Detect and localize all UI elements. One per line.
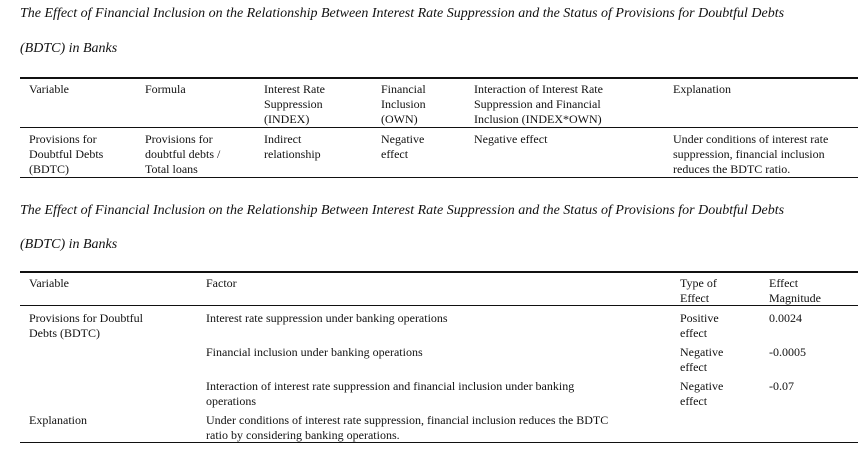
table2-row2-factor-line: Financial inclusion under banking operations bbox=[206, 345, 423, 359]
table1-top-rule bbox=[20, 77, 858, 79]
table1-cell-variable-line: (BDTC) bbox=[29, 162, 69, 176]
table2-row1-magnitude bbox=[769, 311, 802, 326]
table1-header-explanation-line: Explanation bbox=[673, 82, 731, 96]
table1-header-index-line: (INDEX) bbox=[264, 112, 310, 126]
table1-cell-variable-line: Doubtful Debts bbox=[29, 147, 104, 161]
table1-cell-variable-line: Provisions for bbox=[29, 132, 97, 146]
table1-cell-explanation-line: suppression, financial inclusion bbox=[673, 147, 825, 161]
table2-explanation-label bbox=[29, 413, 87, 428]
table2-row3-factor bbox=[206, 379, 574, 409]
table1-cell-interaction-line: Negative effect bbox=[474, 132, 548, 146]
table1-cell-index bbox=[264, 132, 321, 162]
table1-cell-variable bbox=[29, 132, 103, 177]
table2-header-rule bbox=[20, 305, 858, 306]
table1-header-index-line: Suppression bbox=[264, 97, 323, 111]
table1-cell-formula-line: Total loans bbox=[145, 162, 198, 176]
table2-explanation-text bbox=[206, 413, 608, 443]
table1-cell-own-line: Negative bbox=[381, 132, 425, 146]
table2-cell-variable-line: Provisions for Doubtful bbox=[29, 311, 143, 325]
table1-header-explanation bbox=[673, 82, 731, 97]
table2-header-type-line: Effect bbox=[680, 291, 710, 305]
table2-row2-type bbox=[680, 345, 723, 375]
table1-cell-index-line: Indirect bbox=[264, 132, 302, 146]
table2-header-type-line: Type of bbox=[680, 276, 717, 290]
table1-header-interaction bbox=[474, 82, 603, 127]
table2-row2-type-line: Negative bbox=[680, 345, 724, 359]
table1-header-interaction-line: Interaction of Interest Rate bbox=[474, 82, 603, 96]
table2-row2-factor bbox=[206, 345, 423, 360]
table1-cell-formula-line: Provisions for bbox=[145, 132, 213, 146]
table1-caption-line1: The Effect of Financial Inclusion on the Relationship Between Interest Rate Suppression and the Status of Provisions for Doubtful Debts bbox=[20, 6, 785, 21]
table1-header-own bbox=[381, 82, 426, 127]
table1-cell-explanation-line: Under conditions of interest rate bbox=[673, 132, 829, 146]
table2-top-rule bbox=[20, 271, 858, 273]
table1-cell-index-line: relationship bbox=[264, 147, 321, 161]
table2-row3-type bbox=[680, 379, 723, 409]
table2-header-variable-line: Variable bbox=[29, 276, 69, 290]
table2-row3-magnitude bbox=[769, 379, 794, 394]
table2-row3-factor-line: Interaction of interest rate suppression and financial inclusion under banking bbox=[206, 379, 575, 393]
table2-cell-variable-line: Debts (BDTC) bbox=[29, 326, 100, 340]
table1-cell-formula-line: doubtful debts / bbox=[145, 147, 221, 161]
table2-explanation-text-line: Under conditions of interest rate suppression, financial inclusion reduces the BDTC bbox=[206, 413, 609, 427]
table1-cell-explanation bbox=[673, 132, 828, 177]
table1-header-index bbox=[264, 82, 325, 127]
table1-header-rule bbox=[20, 127, 858, 128]
table2-row2-magnitude-line: -0.0005 bbox=[769, 345, 806, 359]
table1-header-variable bbox=[29, 82, 69, 97]
table2-cell-variable bbox=[29, 311, 143, 341]
table1-cell-formula bbox=[145, 132, 220, 177]
table2-header-factor-line: Factor bbox=[206, 276, 237, 290]
table1-header-index-line: Interest Rate bbox=[264, 82, 325, 96]
table2-caption-line2: (BDTC) in Banks bbox=[20, 237, 118, 252]
table1-bottom-rule bbox=[20, 177, 858, 178]
table1-header-interaction-line: Inclusion (INDEX*OWN) bbox=[474, 112, 602, 126]
table2-header-magnitude-line: Effect bbox=[769, 276, 799, 290]
table2-row1-factor bbox=[206, 311, 448, 326]
table2-header-type bbox=[680, 276, 717, 306]
table1-cell-own-line: effect bbox=[381, 147, 409, 161]
table1-caption-line2: (BDTC) in Banks bbox=[20, 41, 118, 56]
table2-row1-type bbox=[680, 311, 719, 341]
table2-explanation-text-line: ratio by considering banking operations. bbox=[206, 428, 400, 442]
table2-caption-line1: The Effect of Financial Inclusion on the Relationship Between Interest Rate Suppression and the Status of Provisions for Doubtful Debts bbox=[20, 203, 785, 218]
table2-row2-magnitude bbox=[769, 345, 806, 360]
table2-row3-factor-line: operations bbox=[206, 394, 256, 408]
table2-row3-type-line: effect bbox=[680, 394, 708, 408]
table2-header-variable bbox=[29, 276, 69, 291]
table1-header-formula bbox=[145, 82, 186, 97]
table1-header-own-line: Financial bbox=[381, 82, 426, 96]
table2-row1-type-line: effect bbox=[680, 326, 708, 340]
table1-cell-own bbox=[381, 132, 424, 162]
table1-header-variable-line: Variable bbox=[29, 82, 69, 96]
table2-header-magnitude-line: Magnitude bbox=[769, 291, 821, 305]
table1-cell-interaction bbox=[474, 132, 547, 147]
table1-header-interaction-line: Suppression and Financial bbox=[474, 97, 601, 111]
table1-header-own-line: (OWN) bbox=[381, 112, 418, 126]
table2-row3-magnitude-line: -0.07 bbox=[769, 379, 794, 393]
table2-row1-magnitude-line: 0.0024 bbox=[769, 311, 802, 325]
table1-header-own-line: Inclusion bbox=[381, 97, 426, 111]
table2-row2-type-line: effect bbox=[680, 360, 708, 374]
table2-header-factor bbox=[206, 276, 237, 291]
table2-bottom-rule bbox=[20, 442, 858, 443]
table2-explanation-label-line: Explanation bbox=[29, 413, 87, 427]
table2-row1-type-line: Positive bbox=[680, 311, 719, 325]
table2-row3-type-line: Negative bbox=[680, 379, 724, 393]
table2-header-magnitude bbox=[769, 276, 821, 306]
table1-cell-explanation-line: reduces the BDTC ratio. bbox=[673, 162, 791, 176]
table1-header-formula-line: Formula bbox=[145, 82, 186, 96]
table2-row1-factor-line: Interest rate suppression under banking operations bbox=[206, 311, 448, 325]
